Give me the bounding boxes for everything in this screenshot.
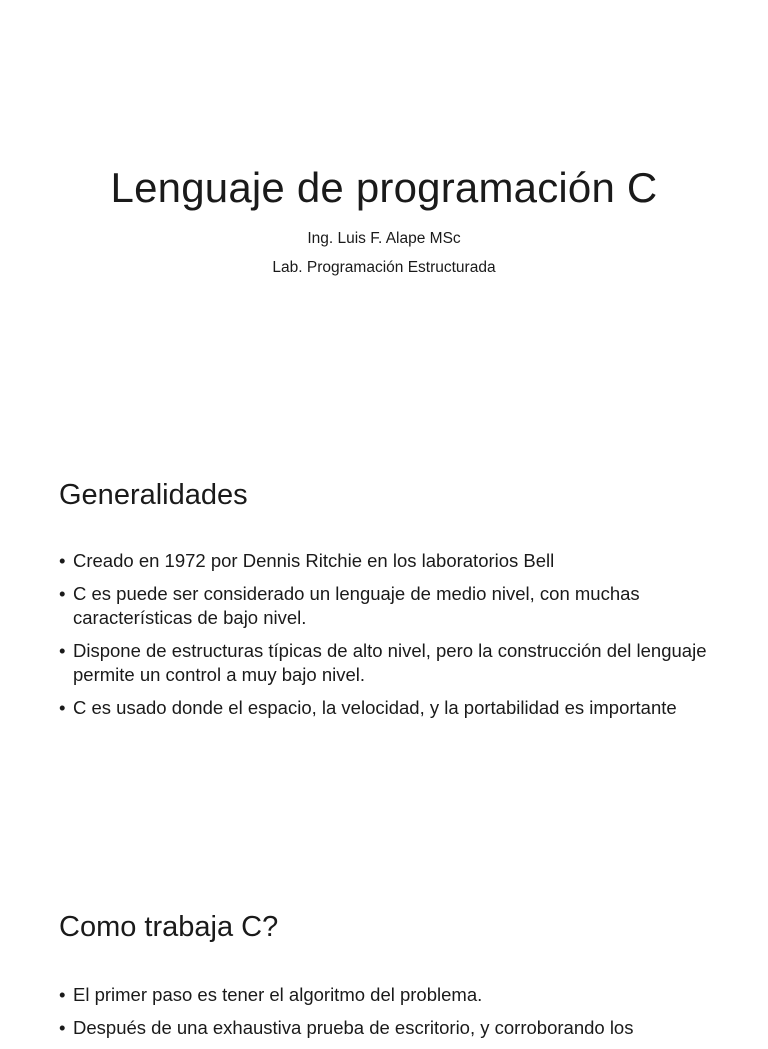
author-line: Ing. Luis F. Alape MSc [307, 230, 461, 247]
como-trabaja-slide [0, 864, 768, 1038]
generalidades-slide [0, 432, 768, 864]
slide-heading: Como trabaja C? [59, 911, 279, 943]
slide-heading: Generalidades [59, 479, 248, 511]
bullet-item: • C es puede ser considerado un lenguaje de medio nivel, con muchas características de bajo nivel. [59, 582, 719, 630]
bullet-list [59, 983, 719, 1049]
deck-title: Lenguaje de programación C [110, 164, 658, 211]
bullet-list [59, 549, 719, 729]
bullet-item: • Después de una exhaustiva prueba de escritorio, y corroborando los [59, 1016, 719, 1040]
course-line: Lab. Programación Estructurada [272, 259, 496, 276]
title-slide [0, 0, 768, 432]
bullet-item: • Creado en 1972 por Dennis Ritchie en los laboratorios Bell [59, 549, 719, 573]
bullet-item: • C es usado donde el espacio, la velocidad, y la portabilidad es importante [59, 696, 719, 720]
bullet-item: • El primer paso es tener el algoritmo del problema. [59, 983, 719, 1007]
bullet-item: • Dispone de estructuras típicas de alto nivel, pero la construcción del lenguaje permite un control a muy bajo nivel. [59, 639, 719, 687]
